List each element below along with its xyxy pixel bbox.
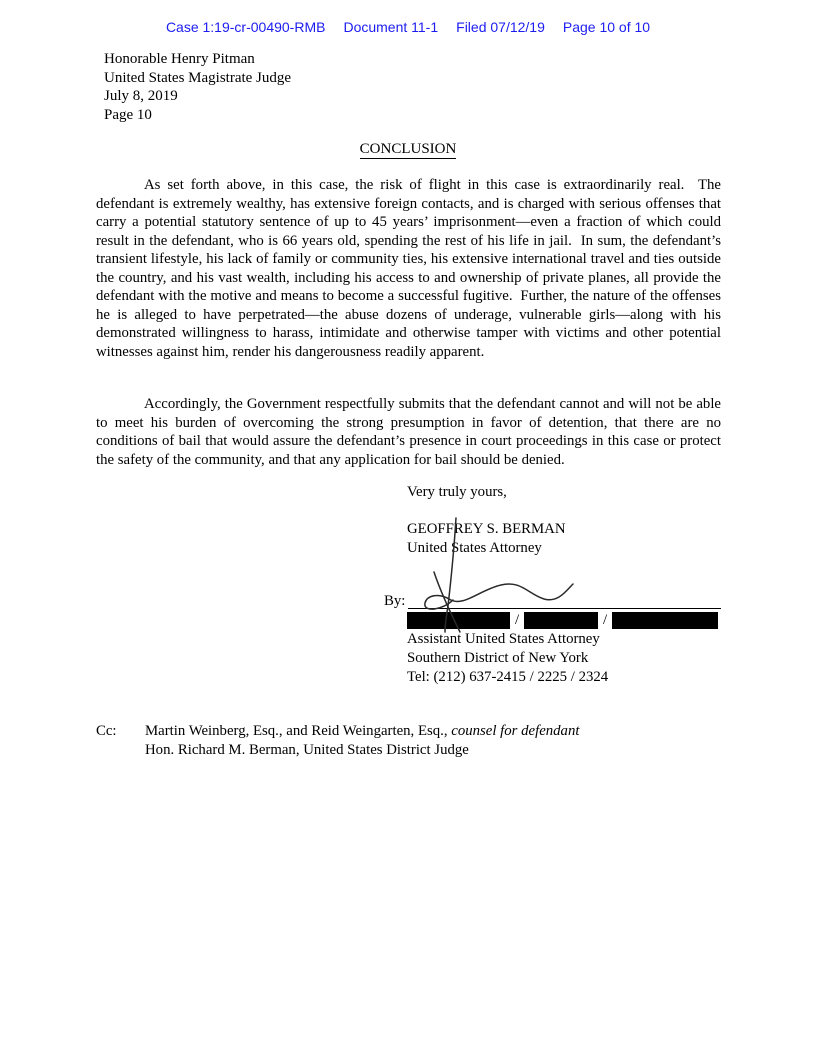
redacted-names-row <box>407 612 721 629</box>
section-heading-text: CONCLUSION <box>359 141 457 157</box>
by-label: By: <box>384 593 406 609</box>
signature-by-row <box>384 594 721 609</box>
body-paragraph-1: As set forth above, in this case, the risk of flight in this case is extraordinarily real. The defendant is extremely wealthy, has extensive foreign contacts, and is charged with serious offenses that carry a potential statutory sentence of up to 45 years’ imprisonment—even a fraction of which could result in the defendant, who is 66 years old, spending the rest of his life in jail. In sum, the defendant’s transient lifestyle, his lack of family or community ties, his extensive international travel and ties outside the country, and his vast wealth, including his access to and ownership of private planes, all provide the defendant with the motive and means to become a successful fugitive. Further, the nature of the offenses he is alleged to have perpetrated—the abuse dozens of underage, vulnerable girls—along with his demonstrated willingness to harass, intimidate and otherwise tamper with victims and other potential witnesses against him, render his dangerousness readily apparent. <box>96 177 725 360</box>
cc-label: Cc: <box>96 723 117 739</box>
office-line-phone: Tel: (212) 637-2415 / 2225 / 2324 <box>407 668 609 685</box>
cc-line-1-role: counsel for defendant <box>451 723 580 739</box>
section-heading <box>0 141 816 158</box>
cc-label-spacer <box>96 741 145 760</box>
redaction-separator-1: / <box>514 612 520 628</box>
addressee-title: United States Magistrate Judge <box>104 69 292 86</box>
addressee-name: Honorable Henry Pitman <box>104 51 255 67</box>
stamp-case-number: Case 1:19-cr-00490-RMB <box>165 19 326 35</box>
letter-date: July 8, 2019 <box>104 88 178 105</box>
cc-block <box>96 722 579 760</box>
signatory-title: United States Attorney <box>407 539 542 556</box>
signatory-block <box>407 520 566 557</box>
cc-line-2: Hon. Richard M. Berman, United States District Judge <box>145 741 469 758</box>
letter-page-number: Page 10 <box>104 106 152 123</box>
addressee-block <box>104 50 291 124</box>
redaction-separator-2: / <box>602 612 608 628</box>
cc-line-1-names: Martin Weinberg, Esq., and Reid Weingarten, Esq., <box>145 723 452 739</box>
stamp-document-number: Document 11-1 <box>343 19 439 35</box>
case-stamp-header <box>0 19 816 35</box>
stamp-page-number: Page 10 of 10 <box>562 19 651 35</box>
valediction: Very truly yours, <box>407 484 507 500</box>
stamp-filed-date: Filed 07/12/19 <box>456 19 545 35</box>
signature-line <box>408 608 721 609</box>
body-paragraph-2: Accordingly, the Government respectfully submits that the defendant cannot and will not be able to meet his burden of overcoming the strong presumption in favor of detention, that there are no conditions of bail that would assure the defendant’s presence in court proceedings in this case or protect the safety of the community, and that any application for bail should be denied. <box>96 396 725 468</box>
redaction-bar-2 <box>524 612 598 629</box>
redaction-bar-1 <box>407 612 510 629</box>
office-line-title: Assistant United States Attorney <box>407 631 600 647</box>
cc-line-1 <box>145 722 579 741</box>
office-block <box>407 630 608 686</box>
redaction-bar-3 <box>612 612 718 629</box>
signatory-name: GEOFFREY S. BERMAN <box>407 521 566 537</box>
office-line-district: Southern District of New York <box>407 649 589 666</box>
